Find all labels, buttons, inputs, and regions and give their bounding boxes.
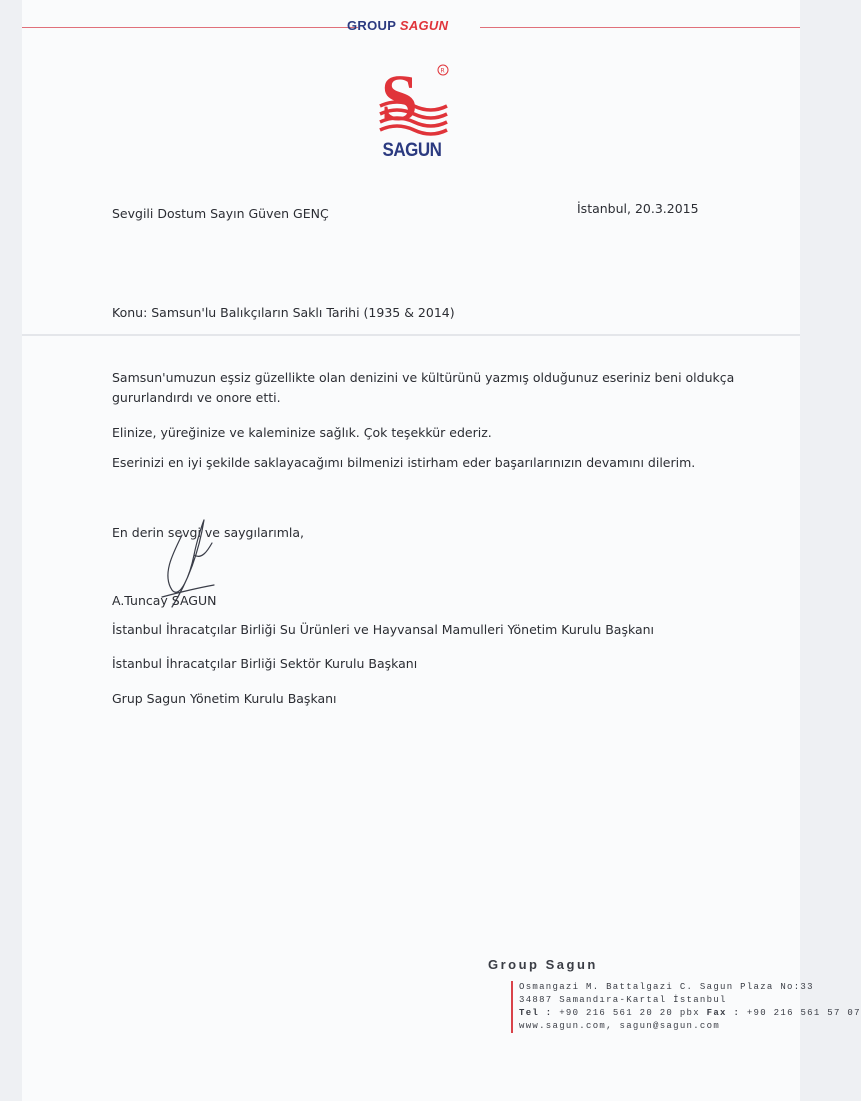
- signer-title: Grup Sagun Yönetim Kurulu Başkanı: [112, 691, 337, 706]
- header-rule-left: [22, 27, 358, 28]
- brand-sagun-text: SAGUN: [399, 18, 449, 33]
- letter-sheet: [22, 0, 861, 1101]
- body-paragraph-3: Eserinizi en iyi şekilde saklayacağımı bilmenizi istirham eder başarılarınızın devamını dilerim.: [112, 455, 696, 470]
- fax-number: +90 216 561 57 07: [746, 1008, 861, 1018]
- body-paragraph-1: [112, 368, 734, 408]
- letterhead-brand: [347, 18, 447, 33]
- fax-label: Fax :: [706, 1008, 741, 1018]
- address-line: Osmangazi M. Battalgazi C. Sagun Plaza No:33: [519, 982, 814, 992]
- tel-number: +90 216 561 20 20 pbx: [559, 1008, 700, 1018]
- brand-group-text: GROUP: [347, 18, 396, 33]
- svg-text:R: R: [440, 67, 445, 75]
- logo-letter: S: [381, 62, 418, 135]
- footer-address-block: [511, 981, 861, 1033]
- logo-wordmark: SAGUN: [382, 138, 442, 161]
- salutation: Sevgili Dostum Sayın Güven GENÇ: [112, 206, 329, 221]
- closing-line: En derin sevgi ve saygılarımla,: [112, 525, 304, 540]
- address-line: 34887 Samandıra-Kartal İstanbul: [519, 995, 727, 1005]
- subject-line: Konu: Samsun'lu Balıkçıların Saklı Tarihi (1935 & 2014): [112, 305, 455, 320]
- body-line: gururlandırdı ve onore etti.: [112, 390, 281, 405]
- body-line: Samsun'umuzun eşsiz güzellikte olan denizini ve kültürünü yazmış olduğunuz eseriniz beni oldukça: [112, 370, 735, 385]
- body-paragraph-2: Elinize, yüreğinize ve kaleminize sağlık. Çok teşekkür ederiz.: [112, 425, 492, 440]
- signer-title: İstanbul İhracatçılar Birliği Su Ürünleri ve Hayvansal Mamulleri Yönetim Kurulu Başkanı: [112, 622, 655, 637]
- phone-fax-line: [519, 1007, 861, 1020]
- signer-name: A.Tuncay SAGUN: [112, 593, 217, 608]
- signer-title: İstanbul İhracatçılar Birliği Sektör Kurulu Başkanı: [112, 656, 418, 671]
- place-date: İstanbul, 20.3.2015: [577, 201, 699, 216]
- tel-label: Tel :: [519, 1008, 553, 1018]
- footer-company-name: Group Sagun: [488, 957, 598, 972]
- web-email-line: www.sagun.com, sagun@sagun.com: [519, 1021, 721, 1031]
- header-rule-right: [480, 27, 800, 28]
